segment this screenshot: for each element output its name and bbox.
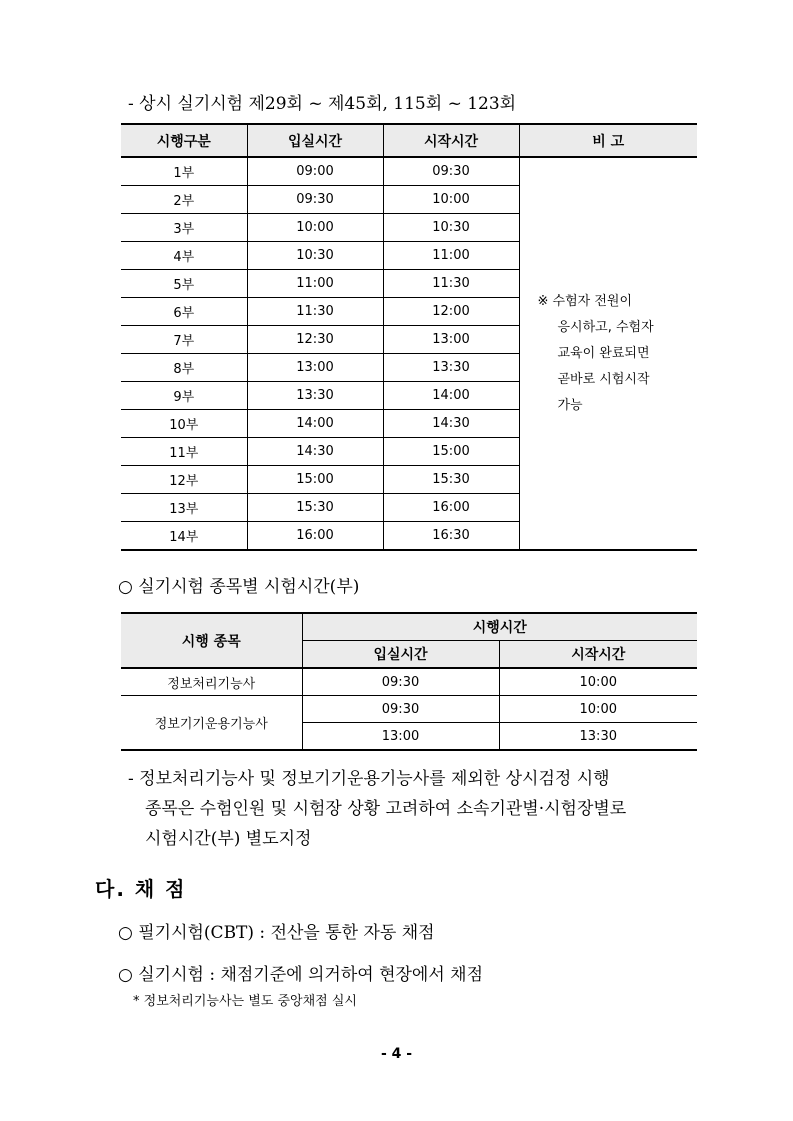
paragraph-line: 종목은 수험인원 및 시험장 상황 고려하여 소속기관별·시험장별로 <box>145 799 627 819</box>
table-cell: 15:30 <box>383 466 519 494</box>
grading-bullet-written: ○ 필기시험(CBT) : 전산을 통한 자동 채점 <box>118 923 435 943</box>
table-cell: 11:00 <box>247 270 383 298</box>
table-row <box>121 157 697 186</box>
table-cell: 10:00 <box>247 214 383 242</box>
table-cell: 1부 <box>121 157 247 186</box>
paragraph-line: 시험시간(부) 별도지정 <box>145 829 312 849</box>
table-cell: 16:00 <box>383 494 519 522</box>
table-cell: 14:30 <box>247 438 383 466</box>
note-line: ※ 수험자 전원이 <box>537 293 633 309</box>
note-line: 교육이 완료되면 <box>557 345 650 361</box>
table-cell: 13:30 <box>383 354 519 382</box>
table-cell: 10부 <box>121 410 247 438</box>
table-row <box>121 668 697 696</box>
table-cell: 09:30 <box>383 157 519 186</box>
table-header-row <box>121 613 697 641</box>
table-cell: 9부 <box>121 382 247 410</box>
table-cell: 09:00 <box>247 157 383 186</box>
table-cell: 10:00 <box>499 668 697 696</box>
column-header: 비 고 <box>519 124 697 157</box>
remarks-note <box>519 157 697 550</box>
table-cell: 12부 <box>121 466 247 494</box>
table-cell: 10:30 <box>247 242 383 270</box>
table-cell: 09:30 <box>302 668 499 696</box>
table-cell: 정보기기운용기능사 <box>121 696 302 751</box>
item-time-table <box>121 612 697 751</box>
table-cell: 2부 <box>121 186 247 214</box>
table-cell: 7부 <box>121 326 247 354</box>
table-cell: 10:30 <box>383 214 519 242</box>
table-cell: 15:00 <box>247 466 383 494</box>
schedule-heading: - 상시 실기시험 제29회 ~ 제45회, 115회 ~ 123회 <box>128 94 517 114</box>
column-header: 시작시간 <box>383 124 519 157</box>
column-header: 시작시간 <box>499 641 697 669</box>
table-cell: 4부 <box>121 242 247 270</box>
table-cell: 11부 <box>121 438 247 466</box>
table-cell: 3부 <box>121 214 247 242</box>
column-header-group: 시행시간 <box>302 613 697 641</box>
table-cell: 11:30 <box>247 298 383 326</box>
table-cell: 15:30 <box>247 494 383 522</box>
schedule-table-body <box>121 157 697 550</box>
table-cell: 14부 <box>121 522 247 551</box>
by-item-heading: ○ 실기시험 종목별 시험시간(부) <box>118 577 360 597</box>
table-cell: 13:00 <box>383 326 519 354</box>
table-cell: 13:00 <box>302 723 499 751</box>
table-cell: 11:00 <box>383 242 519 270</box>
paragraph-line: - 정보처리기능사 및 정보기기운용기능사를 제외한 상시검정 시행 <box>128 769 610 789</box>
table-cell: 14:30 <box>383 410 519 438</box>
note-line: 응시하고, 수험자 <box>557 319 654 335</box>
column-header: 시행 종목 <box>121 613 302 668</box>
table-cell: 정보처리기능사 <box>121 668 302 696</box>
table-header-row <box>121 124 697 157</box>
table-cell: 10:00 <box>499 696 697 723</box>
table-cell: 12:00 <box>383 298 519 326</box>
table-cell: 12:30 <box>247 326 383 354</box>
table-cell: 09:30 <box>247 186 383 214</box>
table-cell: 13부 <box>121 494 247 522</box>
table-cell: 14:00 <box>383 382 519 410</box>
column-header: 입실시간 <box>247 124 383 157</box>
page-number: - 4 - <box>380 1046 413 1062</box>
table-cell: 13:00 <box>247 354 383 382</box>
table-cell: 5부 <box>121 270 247 298</box>
table-cell: 11:30 <box>383 270 519 298</box>
table-cell: 09:30 <box>302 696 499 723</box>
column-header: 시행구분 <box>121 124 247 157</box>
note-line: 곧바로 시험시작 <box>557 371 650 387</box>
note-line: 가능 <box>557 397 583 413</box>
table-cell: 6부 <box>121 298 247 326</box>
table-row <box>121 696 697 723</box>
table-cell: 13:30 <box>247 382 383 410</box>
table-cell: 15:00 <box>383 438 519 466</box>
table-cell: 14:00 <box>247 410 383 438</box>
table-cell: 16:30 <box>383 522 519 551</box>
table-cell: 16:00 <box>247 522 383 551</box>
grading-heading: 다. 채 점 <box>95 877 187 901</box>
grading-bullet-practical: ○ 실기시험 : 채점기준에 의거하여 현장에서 채점 <box>118 965 484 985</box>
exam-schedule-table <box>121 123 697 551</box>
table-cell: 13:30 <box>499 723 697 751</box>
table-cell: 10:00 <box>383 186 519 214</box>
column-header: 입실시간 <box>302 641 499 669</box>
table-cell: 8부 <box>121 354 247 382</box>
grading-footnote: * 정보처리기능사는 별도 중앙채점 실시 <box>133 994 357 1009</box>
exception-paragraph <box>128 764 700 854</box>
